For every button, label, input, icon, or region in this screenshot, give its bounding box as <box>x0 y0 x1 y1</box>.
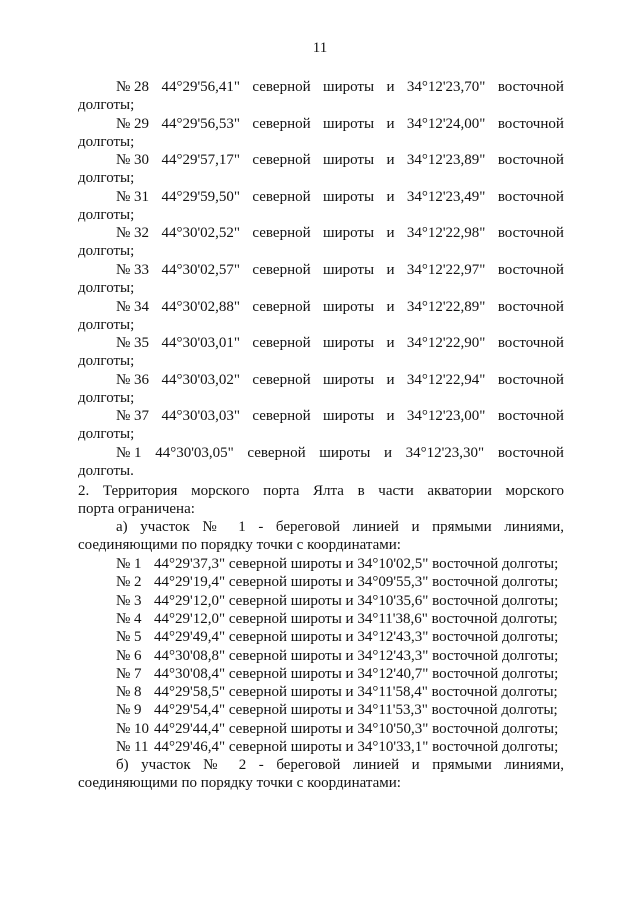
longitude-suffix: долготы; <box>78 389 135 406</box>
coordinate-number: № 11 <box>116 739 149 755</box>
longitude-label: восточной <box>497 298 564 315</box>
latitude-label: северной <box>252 262 311 278</box>
latitude-value: 44°29'56,41" <box>161 79 241 95</box>
latitude-word: широты <box>323 152 375 169</box>
longitude-label: восточной <box>497 262 564 278</box>
longitude-value: 34°12'23,00" <box>406 408 486 425</box>
latitude-word: широты <box>323 188 375 205</box>
longitude-value: 34°12'24,00" <box>406 115 486 132</box>
longitude-suffix: долготы; <box>78 280 135 296</box>
coordinate-number: № 34 <box>116 298 150 315</box>
latitude-value: 44°29'57,17" <box>161 152 241 169</box>
latitude-label: северной <box>252 408 311 425</box>
coordinate-number: № 3 <box>116 592 142 609</box>
latitude-word: широты <box>323 298 375 315</box>
latitude-value: 44°30'03,01" <box>161 335 241 352</box>
coordinate-number: № 6 <box>116 647 142 664</box>
coordinate-text: 44°29'37,3" северной широты и 34°10'02,5" восточной долготы; <box>154 556 559 572</box>
coordinate-row <box>116 701 558 719</box>
coordinate-row <box>78 115 564 133</box>
coordinate-number: № 2 <box>116 574 142 591</box>
page-number: 11 <box>312 40 328 56</box>
latitude-label: северной <box>252 298 311 315</box>
coordinate-number: № 8 <box>116 684 142 701</box>
latitude-label: северной <box>252 188 311 205</box>
coordinate-row <box>78 444 564 462</box>
coordinate-row <box>116 610 558 628</box>
coordinate-number: № 33 <box>116 262 150 278</box>
coordinate-row <box>78 261 564 279</box>
coordinate-number: № 37 <box>116 408 150 425</box>
latitude-value: 44°30'02,52" <box>161 225 241 242</box>
coordinate-row <box>78 371 564 389</box>
coordinate-row <box>78 151 564 169</box>
latitude-value: 44°30'03,03" <box>161 408 241 425</box>
coordinate-number: № 28 <box>116 79 150 95</box>
coordinate-row <box>78 334 564 352</box>
longitude-value: 34°12'22,98" <box>406 225 486 242</box>
coordinate-number: № 1 <box>116 445 142 461</box>
coordinate-text: 44°29'12,0" северной широты и 34°11'38,6" восточной долготы; <box>154 610 558 627</box>
longitude-label: восточной <box>497 371 564 388</box>
latitude-word: широты <box>323 408 375 425</box>
section-a-line-2: соединяющими по порядку точки с координатами: <box>78 537 401 553</box>
latitude-label: северной <box>252 225 311 242</box>
longitude-suffix: долготы; <box>78 206 135 223</box>
coordinate-text: 44°29'46,4" северной широты и 34°10'33,1" восточной долготы; <box>154 739 559 755</box>
section-b-line-1: б) участок № 2 - береговой линией и прямыми линиями, <box>116 757 564 773</box>
coordinate-number: № 4 <box>116 610 142 627</box>
latitude-value: 44°30'03,02" <box>161 371 241 388</box>
conjunction: и <box>386 371 395 388</box>
coordinate-text: 44°29'12,0" северной широты и 34°10'35,6" восточной долготы; <box>154 592 559 609</box>
latitude-word: широты <box>323 371 375 388</box>
latitude-word: широты <box>323 225 375 242</box>
longitude-value: 34°12'23,49" <box>406 188 486 205</box>
longitude-label: восточной <box>497 408 564 425</box>
longitude-value: 34°12'22,94" <box>406 371 486 388</box>
longitude-label: восточной <box>497 335 564 352</box>
latitude-value: 44°30'02,57" <box>161 262 241 278</box>
coordinate-number: № 32 <box>116 225 150 242</box>
longitude-value: 34°12'23,70" <box>406 79 486 95</box>
longitude-suffix: долготы; <box>78 133 135 150</box>
coordinate-text: 44°30'08,8" северной широты и 34°12'43,3" восточной долготы; <box>154 647 559 664</box>
longitude-label: восточной <box>497 225 564 242</box>
longitude-label: восточной <box>497 445 564 461</box>
latitude-value: 44°30'02,88" <box>161 298 241 315</box>
coordinate-row <box>116 720 558 738</box>
conjunction: и <box>386 262 395 278</box>
coordinate-row <box>78 224 564 242</box>
longitude-suffix: долготы; <box>78 426 135 443</box>
coordinate-row <box>116 647 558 665</box>
longitude-label: восточной <box>497 188 564 205</box>
latitude-label: северной <box>252 152 311 169</box>
conjunction: и <box>386 225 395 242</box>
latitude-value: 44°29'59,50" <box>161 188 241 205</box>
longitude-suffix: долготы; <box>78 170 135 187</box>
coordinate-text: 44°30'08,4" северной широты и 34°12'40,7" восточной долготы; <box>154 665 559 682</box>
latitude-word: широты <box>323 335 375 352</box>
latitude-word: широты <box>323 262 375 278</box>
longitude-value: 34°12'23,89" <box>406 152 486 169</box>
paragraph-2-line-1: 2. Территория морского порта Ялта в части акватории морского <box>78 483 564 499</box>
conjunction: и <box>386 408 395 425</box>
coordinate-row <box>116 738 558 756</box>
coordinate-number: № 7 <box>116 665 142 682</box>
latitude-value: 44°29'56,53" <box>161 115 241 132</box>
coordinate-row <box>116 592 558 610</box>
coordinate-row <box>78 188 564 206</box>
coordinate-row <box>78 407 564 425</box>
latitude-label: северной <box>252 79 311 95</box>
coordinate-number: № 5 <box>116 629 142 646</box>
coordinate-text: 44°29'44,4" северной широты и 34°10'50,3" восточной долготы; <box>154 720 559 737</box>
section-a-line-1: а) участок № 1 - береговой линией и прямыми линиями, <box>116 519 564 535</box>
longitude-suffix: долготы; <box>78 353 135 370</box>
latitude-word: широты <box>319 445 371 461</box>
longitude-label: восточной <box>497 79 564 95</box>
coordinate-number: № 31 <box>116 188 150 205</box>
coordinate-row <box>116 665 558 683</box>
coordinate-text: 44°29'49,4" северной широты и 34°12'43,3" восточной долготы; <box>154 629 559 646</box>
coordinate-row <box>78 78 564 96</box>
conjunction: и <box>386 79 395 95</box>
coordinate-row <box>116 573 558 591</box>
longitude-value: 34°12'23,30" <box>405 445 485 461</box>
longitude-suffix: долготы. <box>78 463 134 479</box>
longitude-suffix: долготы; <box>78 97 135 113</box>
latitude-word: широты <box>323 79 375 95</box>
latitude-word: широты <box>323 115 375 132</box>
coordinate-row <box>78 298 564 316</box>
longitude-label: восточной <box>497 115 564 132</box>
longitude-label: восточной <box>497 152 564 169</box>
coordinate-text: 44°29'19,4" северной широты и 34°09'55,3" восточной долготы; <box>154 574 559 591</box>
coordinate-number: № 9 <box>116 702 142 719</box>
coordinate-text: 44°29'54,4" северной широты и 34°11'53,3" восточной долготы; <box>154 702 558 719</box>
section-b-line-2: соединяющими по порядку точки с координатами: <box>78 775 401 791</box>
conjunction: и <box>386 335 395 352</box>
coordinate-row <box>116 555 558 573</box>
latitude-value: 44°30'03,05" <box>155 445 234 461</box>
coordinate-number: № 36 <box>116 371 150 388</box>
longitude-suffix: долготы; <box>78 316 135 333</box>
coordinate-number: № 30 <box>116 152 150 169</box>
coordinate-text: 44°29'58,5" северной широты и 34°11'58,4" восточной долготы; <box>154 684 558 701</box>
conjunction: и <box>386 115 395 132</box>
conjunction: и <box>386 298 395 315</box>
coordinate-number: № 35 <box>116 335 150 352</box>
coordinate-row <box>116 683 558 701</box>
latitude-label: северной <box>252 335 311 352</box>
longitude-value: 34°12'22,89" <box>406 298 486 315</box>
longitude-value: 34°12'22,97" <box>406 262 486 278</box>
coordinate-row <box>116 628 558 646</box>
conjunction: и <box>386 188 395 205</box>
coordinate-number: № 29 <box>116 115 150 132</box>
latitude-label: северной <box>252 115 311 132</box>
latitude-label: северной <box>247 445 306 461</box>
coordinate-number: № 10 <box>116 720 150 737</box>
paragraph-2-line-2: порта ограничена: <box>78 501 195 517</box>
conjunction: и <box>383 445 392 461</box>
coordinate-number: № 1 <box>116 556 142 572</box>
longitude-value: 34°12'22,90" <box>406 335 486 352</box>
longitude-suffix: долготы; <box>78 243 135 260</box>
latitude-label: северной <box>252 371 311 388</box>
conjunction: и <box>386 152 395 169</box>
